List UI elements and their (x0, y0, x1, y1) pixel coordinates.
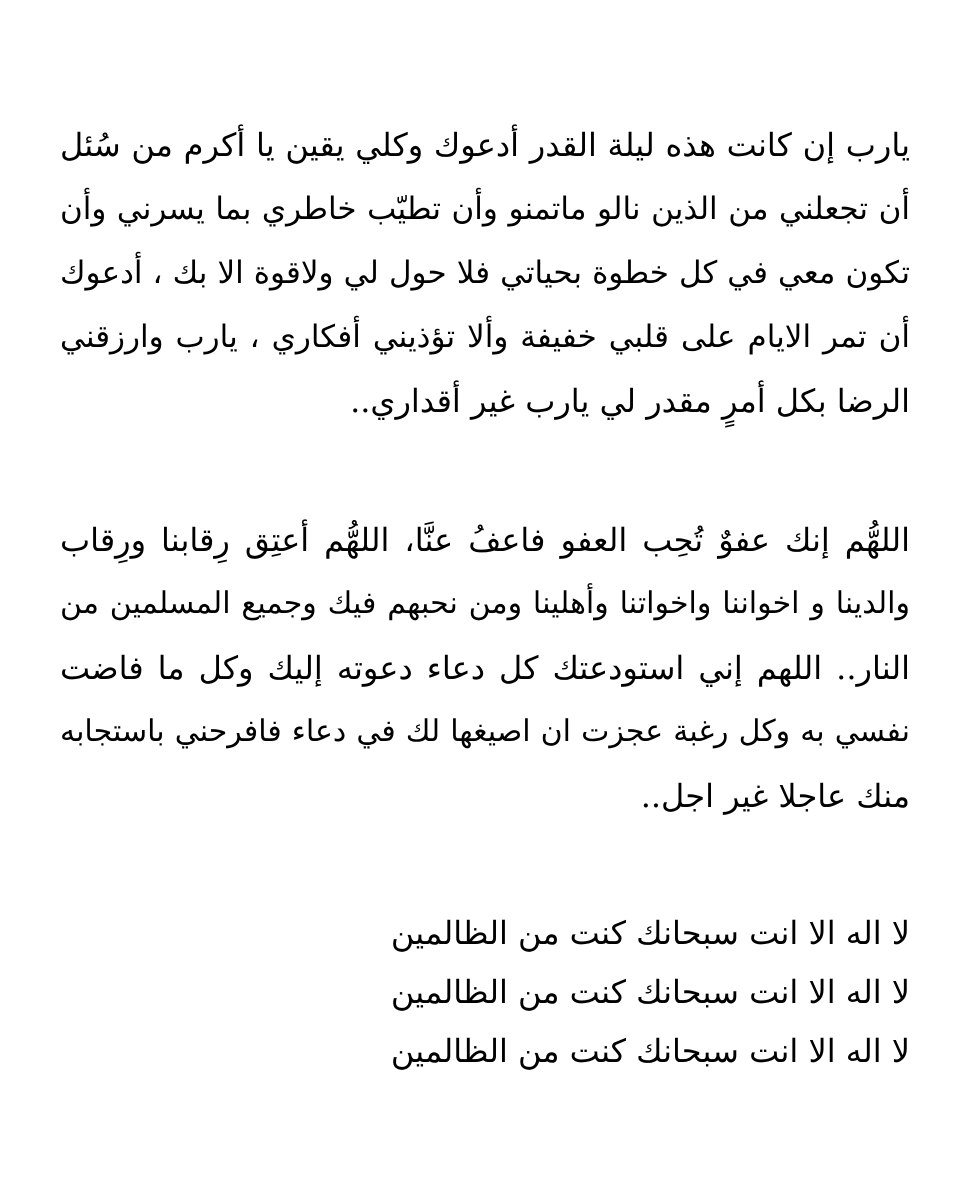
text-line: لا اله الا انت سبحانك كنت من الظالمين (390, 1032, 910, 1070)
text-line: أن تجعلني من الذين نالو ماتمنو وأن تطيّب خاطري بما يسرني وأن (60, 191, 910, 227)
text-line: لا اله الا انت سبحانك كنت من الظالمين (390, 914, 910, 952)
text-line: منك عاجلا غير اجل.. (640, 777, 910, 815)
text-line: تكون معي في كل خطوة بحياتي فلا حول لي ولاقوة الا بك ، أدعوك (60, 255, 910, 291)
text-line: لا اله الا انت سبحانك كنت من الظالمين (390, 973, 910, 1011)
text-line: اللهُّم إنك عفوٌ تُحِب العفو فاعفُ عنَّا، اللهُّم أعتِق رِقابنا ورِقاب (60, 521, 910, 559)
prayer-paragraph-1 (60, 113, 910, 433)
text-line: الرضا بكل أمرٍ مقدر لي يارب غير أقداري.. (350, 382, 910, 420)
text-line: نفسي به وكل رغبة عجزت ان اصيغها لك في دعاء فافرحني باستجابه (60, 714, 910, 749)
text-line: النار.. اللهم إني استودعتك كل دعاء دعوته إليك وكل ما فاضت (60, 649, 911, 687)
prayer-paragraph-3 (60, 904, 910, 1081)
text-line: يارب إن كانت هذه ليلة القدر أدعوك وكلي يقين يا أكرم من سُئل (60, 126, 910, 164)
prayer-paragraph-2 (60, 508, 910, 828)
text-line: والدينا و اخواننا واخواتنا وأهلينا ومن نحبهم فيك وجميع المسلمين من (60, 586, 910, 621)
text-line: أن تمر الايام على قلبي خفيفة وألا تؤذيني أفكاري ، يارب وارزقني (60, 319, 910, 355)
